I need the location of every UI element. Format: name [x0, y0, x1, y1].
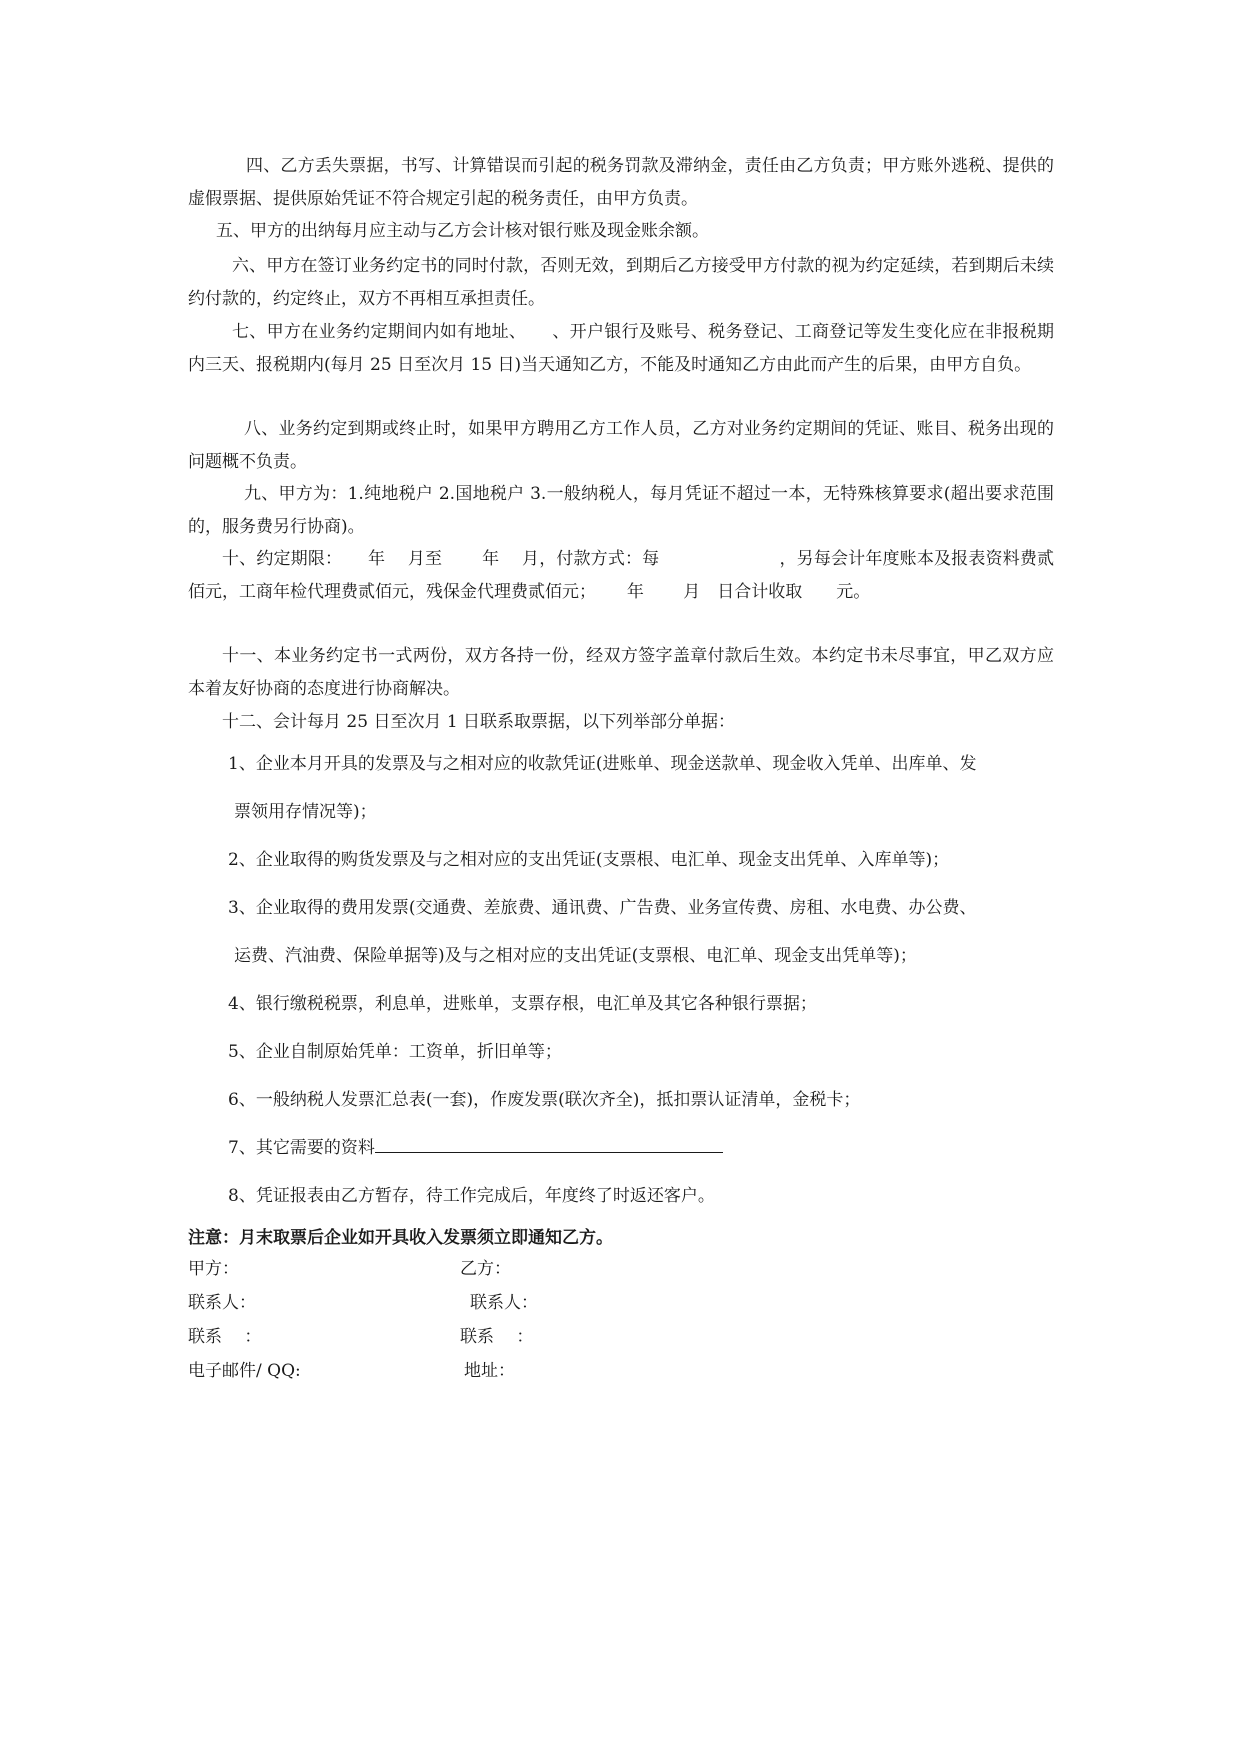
- document-list-item-2: 2、企业取得的购货发票及与之相对应的支出凭证(支票根、电汇单、现金支出凭单、入库单等)；: [228, 850, 950, 870]
- clause-11: 十一、本业务约定书一式两份，双方各持一份，经双方签字盖章付款后生效。本约定书未尽事宜，甲乙双方应本着友好协商的态度进行协商解决。: [188, 646, 1054, 699]
- party-b-contact-label: 联系人：: [470, 1293, 538, 1313]
- document-list-item-8: 8、凭证报表由乙方暂存，待工作完成后，年度终了时返还客户。: [228, 1186, 715, 1206]
- party-a-email-label: 电子邮件/ QQ:: [188, 1361, 301, 1381]
- fill-in-blank-line: [375, 1132, 723, 1153]
- list-item-1-line-2: 票领用存情况等)；: [234, 802, 377, 822]
- clause-4: 四、乙方丢失票据，书写、计算错误而引起的税务罚款及滞纳金，责任由乙方负责；甲方账外逃税、提供的虚假票据、提供原始凭证不符合规定引起的税务责任，由甲方负责。: [188, 156, 1054, 209]
- clause-12: 十二、会计每月 25 日至次月 1 日联系取票据，以下列举部分单据：: [222, 712, 736, 732]
- document-list-item-7: [188, 1124, 1054, 1172]
- clause-6: 六、甲方在签订业务约定书的同时付款，否则无效，到期后乙方接受甲方付款的视为约定延续，若到期后未续约付款的，约定终止，双方不再相互承担责任。: [188, 256, 1054, 309]
- document-list-item-3: [188, 884, 1054, 980]
- notice-text: 注意：月末取票后企业如开具收入发票须立即通知乙方。: [188, 1228, 613, 1248]
- party-a-phone-label: 联系 ：: [188, 1327, 262, 1347]
- party-b-address-label: 地址：: [464, 1361, 515, 1381]
- document-list-item-1: [188, 740, 1054, 836]
- clause-5: 五、甲方的出纳每月应主动与乙方会计核对银行账及现金账余额。: [216, 221, 709, 241]
- party-a-label: 甲方：: [188, 1259, 239, 1279]
- list-item-7-text: 7、其它需要的资料: [228, 1138, 375, 1158]
- party-b-label: 乙方：: [460, 1259, 511, 1279]
- clause-8: 八、业务约定到期或终止时，如果甲方聘用乙方工作人员，乙方对业务约定期间的凭证、账目、税务出现的问题概不负责。: [188, 419, 1054, 472]
- document-list-item-4: 4、银行缴税税票，利息单，进账单，支票存根，电汇单及其它各种银行票据；: [228, 994, 817, 1014]
- party-a-contact-label: 联系人：: [188, 1293, 256, 1313]
- list-item-3-line-1: 3、企业取得的费用发票(交通费、差旅费、通讯费、广告费、业务宣传费、房租、水电费、办公费、: [228, 898, 977, 918]
- clause-9: 九、甲方为：1.纯地税户 2.国地税户 3.一般纳税人，每月凭证不超过一本，无特殊核算要求(超出要求范围的，服务费另行协商)。: [188, 484, 1054, 537]
- clause-10: 十、约定期限： 年 月至 年 月，付款方式：每 ，另每会计年度账本及报表资料费贰佰元，工商年检代理费贰佰元，残保金代理费贰佰元； 年 月 日合计收取 元。: [188, 549, 1054, 602]
- party-b-phone-label: 联系 ：: [460, 1327, 534, 1347]
- list-item-3-line-2: 运费、汽油费、保险单据等)及与之相对应的支出凭证(支票根、电汇单、现金支出凭单等)；: [234, 946, 917, 966]
- list-item-1-line-1: 1、企业本月开具的发票及与之相对应的收款凭证(进账单、现金送款单、现金收入凭单、出库单、发: [228, 754, 977, 774]
- document-list-item-5: 5、企业自制原始凭单：工资单，折旧单等；: [228, 1042, 562, 1062]
- clause-7: 七、甲方在业务约定期间内如有地址、 、开户银行及账号、税务登记、工商登记等发生变化应在非报税期内三天、报税期内(每月 25 日至次月 15 日)当天通知乙方，不能及时通知乙方由此而产生的后果，由甲方自负。: [188, 322, 1054, 375]
- document-list-item-6: 6、一般纳税人发票汇总表(一套)，作废发票(联次齐全)，抵扣票认证清单，金税卡；: [228, 1090, 861, 1110]
